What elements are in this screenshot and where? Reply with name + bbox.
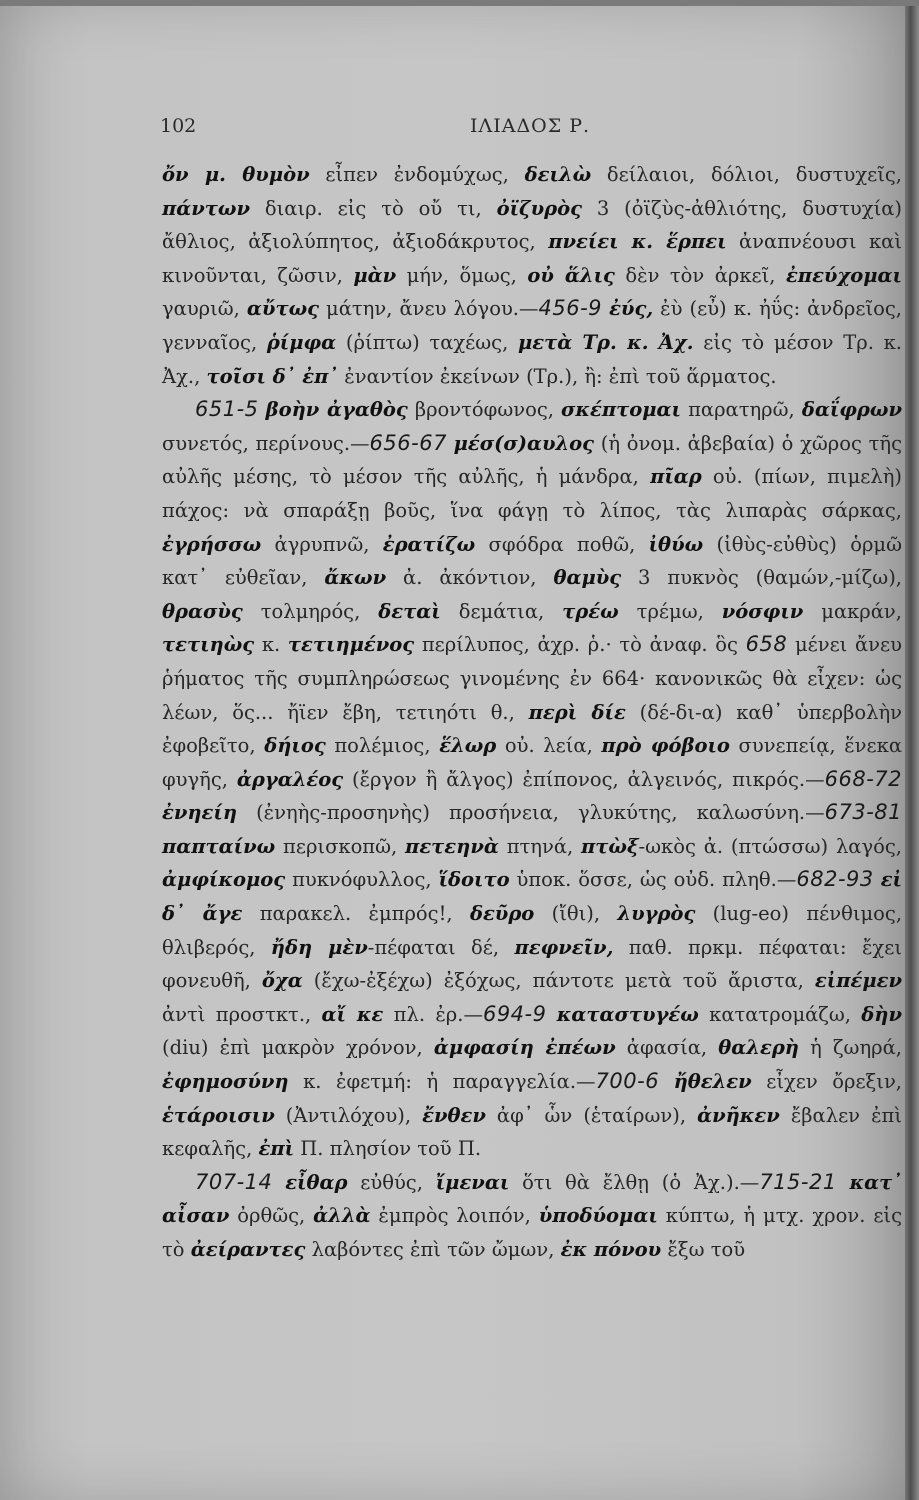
lemma: ἀλλὰ bbox=[313, 1204, 371, 1228]
gloss-text bbox=[874, 868, 881, 891]
lemma: λυγρὸς bbox=[617, 902, 696, 926]
gloss-text: (ἐνηὴς-προσηνὴς) προσήνεια, γλυκύτης, καλωσύνη.— bbox=[237, 801, 825, 825]
lemma: ἀμφίκομος bbox=[162, 868, 286, 892]
lemma: πρὸ φόβοιο bbox=[601, 734, 730, 758]
gloss-text: μάτην, ἄνευ λόγου.— bbox=[319, 297, 539, 321]
line-reference: 700-6 bbox=[595, 1069, 660, 1094]
lemma: δεταὶ bbox=[378, 599, 441, 623]
lemma: μετὰ Τρ. κ. Ἀχ. bbox=[518, 330, 694, 354]
lemma: τετιημένος bbox=[287, 633, 415, 657]
lemma: σκέπτομαι bbox=[561, 398, 681, 422]
gloss-text: (δέ-δι-α) καθ᾽ ὑπερβολὴν ἐφοβεῖτο, bbox=[162, 700, 902, 758]
gloss-text: κ. ἐφετμή: ἡ παραγγελία.— bbox=[288, 1070, 596, 1094]
lemma: ἐφημοσύνη bbox=[162, 1070, 289, 1094]
gloss-text: ἡ ζωηρά, bbox=[798, 1036, 902, 1060]
gloss-text: ἀναπνέουσι καὶ κινοῦνται, ζῶσιν, bbox=[162, 230, 902, 287]
lemma: ἵδοιτο bbox=[438, 868, 510, 892]
lemma: ῥίμφα bbox=[266, 330, 337, 354]
lemma: δήιος bbox=[264, 734, 326, 758]
lemma: ἐπεύχομαι bbox=[785, 263, 902, 287]
gloss-text: εἶπεν ἐνδομύχως, bbox=[309, 163, 525, 186]
lemma: ἐνηείη bbox=[162, 801, 238, 825]
lemma: δαΐφρων bbox=[801, 398, 902, 422]
gloss-text: πλ. ἐρ.— bbox=[383, 1002, 483, 1026]
lemma: δειλὼ bbox=[524, 163, 592, 186]
gloss-text: -ωκὸς ἀ. (πτώσσω) λαγός, bbox=[638, 834, 902, 858]
lemma: πετεηνὰ bbox=[405, 834, 499, 858]
gloss-text: βροντόφωνος, bbox=[407, 398, 562, 422]
gloss-text bbox=[659, 1070, 674, 1093]
gloss-text: διαιρ. εἰς τὸ οὔ τι, bbox=[250, 196, 497, 220]
lemma: θαμὺς bbox=[553, 566, 622, 590]
lemma: περὶ δίε bbox=[528, 700, 626, 724]
lemma: τρέω bbox=[562, 599, 619, 623]
gloss-text: τολμηρός, bbox=[242, 599, 379, 623]
lemma: κατ᾽ αἶσαν bbox=[162, 1170, 902, 1228]
line-reference: 656-67 bbox=[369, 430, 447, 455]
gloss-text: δείλαιοι, δόλιοι, δυστυχεῖς, bbox=[591, 163, 902, 186]
line-reference: 682-93 bbox=[796, 867, 874, 892]
lemma: ἰθύω bbox=[648, 532, 704, 556]
gloss-text: παθ. πρκμ. πέφαται: ἔχει φονευθῆ, bbox=[162, 935, 902, 993]
gloss-text: δὲν τὸν ἀρκεῖ, bbox=[614, 263, 786, 287]
lemma: ὄν μ. θυμὸν bbox=[162, 163, 310, 186]
lemma: ἀργαλέος bbox=[236, 767, 344, 791]
lemma: θαλερὴ bbox=[718, 1036, 799, 1060]
gloss-text: ἀφασία, bbox=[615, 1036, 719, 1060]
gloss-text bbox=[272, 1171, 285, 1194]
lemma: ἐπὶ bbox=[258, 1137, 295, 1161]
lemma: τοῖσι δ᾽ ἐπ᾽ bbox=[206, 364, 339, 388]
lemma: εἶθαρ bbox=[285, 1170, 348, 1194]
lemma: ἀμφασίη ἐπέων bbox=[433, 1036, 616, 1060]
gloss-text: οὐ. λεία, bbox=[496, 734, 602, 758]
lemma: ἐγρήσσω bbox=[162, 532, 262, 556]
gloss-text: γαυριῶ, bbox=[162, 297, 247, 321]
line-reference: 707-14 bbox=[195, 1169, 273, 1194]
lemma: δὴν bbox=[861, 1002, 902, 1026]
lemma: θρασὺς bbox=[162, 599, 243, 623]
lemma: νόσφιν bbox=[721, 599, 804, 623]
lemma: ἴμεναι bbox=[435, 1170, 510, 1194]
line-reference: 456-9 bbox=[538, 296, 603, 321]
gloss-text: 3 (ὀϊζὺς-ἀθλιότης, δυστυχία) ἄθλιος, ἀξιολύπητος, ἀξιοδάκρυτος, bbox=[162, 196, 902, 254]
line-reference: 715-21 bbox=[759, 1169, 837, 1194]
lemma: πάντων bbox=[162, 196, 251, 220]
line-reference: 651-5 bbox=[195, 397, 259, 422]
gloss-text: περισκοπῶ, bbox=[275, 834, 406, 858]
line-reference: 694-9 bbox=[482, 1001, 547, 1026]
lemma: αὔτως bbox=[246, 297, 320, 321]
gloss-text: σφόδρα ποθῶ, bbox=[475, 532, 649, 556]
gloss-text: -πέφαται δέ, bbox=[367, 935, 515, 959]
lemma: εἰπέμεν bbox=[814, 969, 902, 993]
page-number: 102 bbox=[160, 115, 197, 137]
gloss-text: εἶχεν ὄρεξιν, bbox=[751, 1070, 902, 1094]
gloss-text: τρέμω, bbox=[618, 599, 722, 623]
gloss-text: περίλυπος, ἀχρ. ῥ.· τὸ ἀναφ. ὃς bbox=[414, 633, 746, 657]
lemma: ἄκων bbox=[324, 566, 387, 590]
gloss-text: (diu) ἐπὶ μακρὸν χρόνον, bbox=[162, 1036, 434, 1060]
lemma: ὄχα bbox=[261, 969, 303, 993]
running-title: ΙΛΙΑΔΟΣ Ρ. bbox=[470, 115, 591, 137]
paragraph bbox=[162, 393, 902, 1166]
gloss-text: συνεπείᾳ, ἕνεκα φυγῆς, bbox=[162, 734, 902, 791]
lemma: αἴ κε bbox=[321, 1002, 384, 1026]
lemma: εἰ δ᾽ ἄγε bbox=[162, 868, 902, 926]
lemma: μὰν bbox=[353, 263, 397, 287]
commentary-text bbox=[162, 158, 902, 1267]
gloss-text: Π. πλησίον τοῦ Π. bbox=[294, 1137, 482, 1161]
lemma: βοὴν ἀγαθὸς bbox=[265, 398, 408, 422]
gloss-text: λαβόντες ἐπὶ τῶν ὤμων, bbox=[305, 1238, 561, 1261]
gloss-text: ἀφ᾽ ὧν (ἑταίρων), bbox=[485, 1103, 698, 1127]
paragraph bbox=[162, 1166, 902, 1267]
page-header bbox=[160, 115, 902, 145]
gloss-text: μήν, ὅμως, bbox=[396, 263, 528, 287]
gloss-text: (Ἀντιλόχου), bbox=[274, 1103, 423, 1127]
line-reference: 673-81 bbox=[824, 800, 902, 825]
lemma: τετιηὼς bbox=[162, 633, 255, 657]
gloss-text: ὀρθῶς, bbox=[229, 1204, 314, 1228]
lemma: πεφνεῖν, bbox=[514, 935, 614, 959]
gloss-text: μακράν, bbox=[803, 599, 902, 623]
line-reference: 658 bbox=[745, 632, 788, 657]
lemma: ἤδη μὲν bbox=[270, 935, 368, 959]
lemma: πῖαρ bbox=[650, 465, 702, 489]
scan-top-band bbox=[0, 0, 919, 6]
lemma: μέσ(σ)αυλος bbox=[453, 431, 595, 455]
lemma: ἕλωρ bbox=[439, 734, 497, 758]
gloss-text: (ἔχω-ἐξέχω) ἐξόχως, πάντοτε μετὰ τοῦ ἄριστα, bbox=[302, 969, 815, 993]
gloss-text: ἀντὶ προστκτ., bbox=[162, 1002, 322, 1026]
gloss-text bbox=[837, 1171, 850, 1194]
gloss-text: παρατηρῶ, bbox=[681, 398, 802, 422]
gloss-text: ἔξω τοῦ bbox=[661, 1238, 746, 1261]
gloss-text: κατατρομάζω, bbox=[698, 1002, 862, 1026]
lemma: πτὼξ bbox=[581, 834, 639, 858]
gloss-text: παρακελ. ἐμπρός!, bbox=[242, 902, 470, 926]
gloss-text: ἐὺ (εὖ) κ. ἠΰς: ἀνδρεῖος, γενναῖος, bbox=[162, 297, 902, 354]
gloss-text: δεμάτια, bbox=[440, 599, 563, 623]
gloss-text: (ἰθὺς-εὐθὺς) ὁρμῶ κατ᾽ εὐθεῖαν, bbox=[162, 532, 902, 590]
lemma: καταστυγέω bbox=[556, 1002, 699, 1026]
lemma: ἐκ πόνου bbox=[560, 1238, 662, 1261]
lemma: πνείει κ. ἕρπει bbox=[548, 230, 727, 254]
gloss-text: (ἴθι), bbox=[534, 902, 618, 926]
gloss-text: (lug-eo) πένθιμος, θλιβερός, bbox=[162, 902, 903, 959]
gloss-text: (ἡ ὀνομ. ἀβεβαία) ὁ χῶρος τῆς αὐλῆς μέσης, τὸ μέσον τῆς αὐλῆς, ἡ μάνδρα, bbox=[162, 431, 902, 489]
gloss-text: ὅτι θὰ ἔλθῃ (ὁ Ἀχ.).— bbox=[509, 1170, 760, 1194]
line-reference: 668-72 bbox=[824, 766, 902, 791]
lemma: ἔνθεν bbox=[422, 1103, 486, 1127]
gloss-text: κ. bbox=[254, 633, 288, 657]
lemma: ἐρατίζω bbox=[382, 532, 476, 556]
page-edge bbox=[905, 0, 919, 1500]
lemma: ἑτάροισιν bbox=[162, 1103, 275, 1127]
gloss-text bbox=[546, 1003, 556, 1026]
gloss-text: ἀ. ἀκόντιον, bbox=[386, 566, 554, 590]
lemma: ἐύς, bbox=[609, 297, 654, 321]
gloss-text: εὐθύς, bbox=[347, 1170, 436, 1194]
gloss-text: ἀγρυπνῶ, bbox=[261, 532, 383, 556]
gloss-text bbox=[259, 398, 266, 421]
lemma: ἤθελεν bbox=[673, 1070, 752, 1094]
gloss-text: ἔβαλεν ἐπὶ κεφαλῆς, bbox=[162, 1103, 902, 1161]
gloss-text: πολέμιος, bbox=[325, 734, 440, 758]
lemma: ὑποδύομαι bbox=[538, 1204, 658, 1228]
gloss-text: μένει ἄνευ ῥήματος τῆς συμπληρώσεως γινομένης ἐν 664· κανονικῶς θὰ εἶχεν: ὡς λέων, ὅς... ἤϊεν ἔβη, τετιηότι θ., bbox=[162, 633, 902, 724]
lemma: ὀϊζυρὸς bbox=[496, 196, 582, 220]
gloss-text: πυκνόφυλλος, bbox=[285, 868, 439, 892]
gloss-text: ἐμπρὸς λοιπόν, bbox=[370, 1204, 539, 1228]
gloss-text: συνετός, περίνους.— bbox=[162, 431, 370, 455]
gloss-text: ἐναντίον ἐκείνων (Τρ.), ἢ: ἐπὶ τοῦ ἅρματος. bbox=[338, 364, 777, 388]
gloss-text: πτηνά, bbox=[498, 834, 582, 858]
gloss-text: κύπτω, ἡ μτχ. χρον. εἰς τὸ bbox=[162, 1204, 902, 1261]
gloss-text: οὐ. (πίων, πιμελὴ) πάχος: νὰ σπαράξῃ βοῦς, ἵνα φάγῃ τὸ λίπος, τὰς λιπαρὰς σάρκας, bbox=[162, 465, 902, 522]
lemma: ἀείραντες bbox=[190, 1238, 306, 1261]
lemma: ἀνῆκεν bbox=[697, 1103, 780, 1127]
lemma: δεῦρο bbox=[469, 902, 535, 926]
lemma: παπταίνω bbox=[162, 834, 276, 858]
gloss-text: 3 πυκνὸς (θαμών,-μίζω), bbox=[621, 566, 903, 590]
gloss-text bbox=[447, 432, 454, 455]
gloss-text: ὑποκ. ὅσσε, ὡς οὐδ. πληθ.— bbox=[509, 868, 797, 892]
gloss-text: (ἔργον ἢ ἄλγος) ἐπίπονος, ἀλγεινός, πικρός.— bbox=[343, 767, 825, 791]
gloss-text: εἰς τὸ μέσον Τρ. κ. Ἀχ., bbox=[162, 330, 902, 388]
lemma: οὐ ἅλις bbox=[527, 263, 615, 287]
paragraph bbox=[162, 158, 902, 393]
gloss-text: (ῥίπτω) ταχέως, bbox=[336, 330, 518, 354]
